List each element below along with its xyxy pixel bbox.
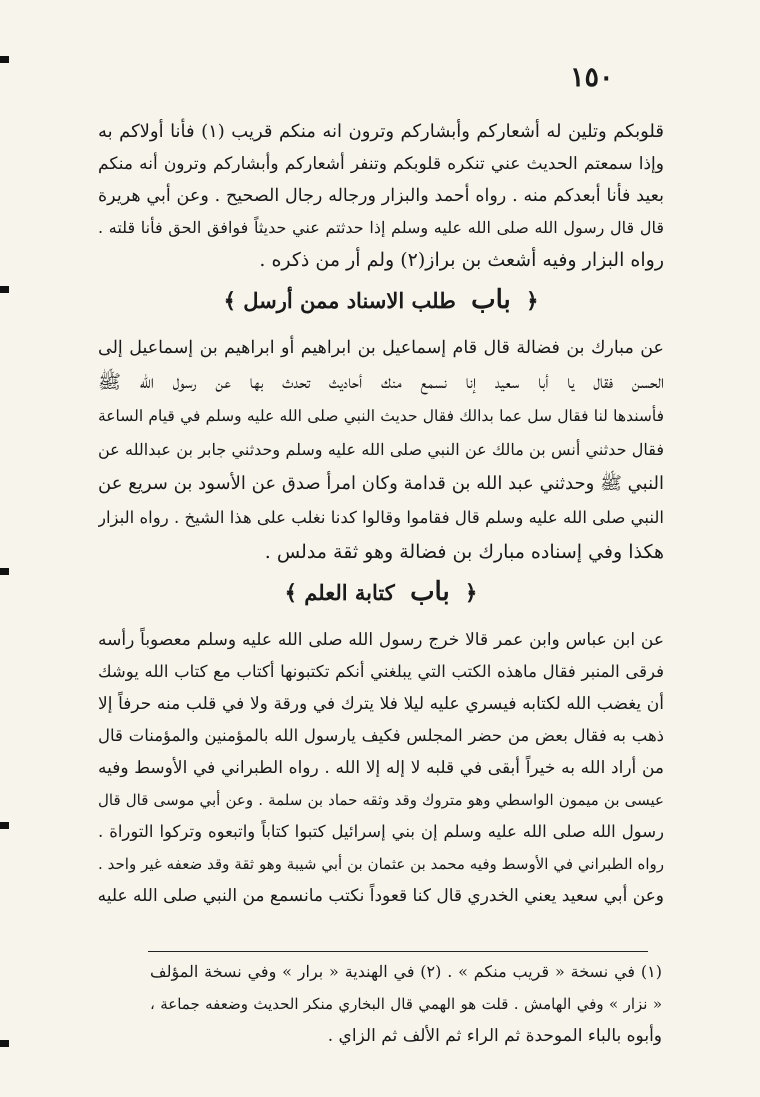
text-line: فقال حدثني أنس بن مالك عن النبي صلى الله عليه وسلم وحدثني جابر بن عبدالله عن (98, 440, 664, 459)
section-heading (98, 575, 664, 609)
text-line: وإذا سمعتم الحديث عني تنكره قلوبكم وتنفر أشعاركم وأبشاركم وترون أنه منكم (98, 154, 664, 174)
text-line: عيسى بن ميمون الواسطي وهو متروك وقد وثقه حماد بن سلمة . وعن أبي موسى قال قال (98, 791, 664, 809)
text-line: قلوبكم وتلين له أشعاركم وأبشاركم وترون انه منكم قريب (١) فأنا أولاكم به (98, 121, 664, 142)
text-line: بعيد فأنا أبعدكم منه . رواه أحمد والبزار ورجاله رجال الصحيح . وعن أبي هريرة (98, 186, 664, 206)
text-line: ذهب به فقال بعض من حضر المجلس فكيف يارسول الله بالمؤمنين والمؤمنات قال (98, 726, 664, 745)
heading-bab: باب (410, 577, 450, 607)
text-line: رواه البزار وفيه أشعث بن براز(٢) ولم أر من ذكره . (259, 249, 664, 271)
footnote-line: « نزار » وفي الهامش . قلت هو الهمي قال البخاري منكر الحديث وضعفه جماعة ، (150, 995, 662, 1013)
text-line: هكذا وفي إسناده مبارك بن فضالة وهو ثقة مدلس . (264, 541, 664, 563)
text-line: رسول الله صلى الله عليه وسلم إن بني إسرائيل كتبوا كتاباً واتبعوه وتركوا التوراة . (98, 822, 664, 841)
scan-edge-mark (0, 822, 9, 829)
text-line: من أراد الله به خيراً أبقى في قلبه لا إله إلا الله . رواه الطبراني في الأوسط وفيه (98, 758, 664, 778)
text-line: رواه الطبراني في الأوسط وفيه محمد بن عثمان بن أبي شيبة وهو ثقة وقد ضعفه غير واحد . (98, 855, 664, 873)
text-line: أن يغضب الله لكتابه فيسري عليه ليلا فلا يترك في ورقة ولا في قلب منه حرفاً إلا (98, 694, 664, 714)
section-heading (98, 283, 664, 317)
heading-bracket-open: ﴿ (465, 580, 478, 605)
scan-edge-mark (0, 56, 9, 63)
text-line: فأسندها لنا فقال سل عما بدالك فقال حديث النبي صلى الله عليه وسلم في قيام الساعة (98, 407, 664, 425)
text-line: النبي صلى الله عليه وسلم قال فقاموا وقالوا كدنا نغلب على هذا الشيخ . رواه البزار (98, 508, 664, 527)
footnote-line: (١) في نسخة « قريب منكم » . (٢) في الهندية « برار » وفي نسخة المؤلف (150, 962, 662, 981)
text-line: عن ابن عباس وابن عمر قالا خرج رسول الله صلى الله عليه وسلم معصوباً رأسه (98, 630, 664, 650)
heading-bracket-open: ﴿ (526, 288, 539, 313)
text-line: عن مبارك بن فضالة قال قام إسماعيل بن ابراهيم أو ابراهيم بن إسماعيل إلى (98, 338, 664, 358)
footnote-line: وأبوه بالباء الموحدة ثم الراء ثم الألف ثم الزاي . (327, 1026, 662, 1046)
text-line: الحسن فقال يا أبا سعيد إنا نسمع منك أحاديث تحدث بها عن رسول الله ﷺ (98, 371, 664, 393)
heading-bracket-close: ﴾ (284, 580, 297, 605)
page-number: ١٥٠ (570, 62, 614, 93)
text-line: النبي ﷺ وحدثني عبد الله بن قدامة وكان امرأ صدق عن الأسود بن سريع عن (98, 473, 664, 494)
heading-title: كتابة العلم (304, 580, 395, 605)
footnote-divider (148, 951, 648, 952)
text-line: وعن أبي سعيد يعني الخدري قال كنا قعوداً نكتب مانسمع من النبي صلى الله عليه (98, 886, 664, 906)
heading-title: طلب الاسناد ممن أرسل (243, 288, 456, 313)
text-line: فرقى المنبر فقال ماهذه الكتب التي يبلغني أنكم تكتبونها أكتاب مع كتاب الله يوشك (98, 662, 664, 681)
scan-edge-mark (0, 568, 9, 575)
text-line: قال قال رسول الله صلى الله عليه وسلم إذا حدثتم عني حديثاً فوافق الحق فأنا قلته . (98, 218, 664, 237)
scan-edge-mark (0, 1040, 9, 1047)
heading-bab: باب (471, 285, 511, 315)
scan-edge-mark (0, 286, 9, 293)
heading-bracket-close: ﴾ (223, 288, 236, 313)
